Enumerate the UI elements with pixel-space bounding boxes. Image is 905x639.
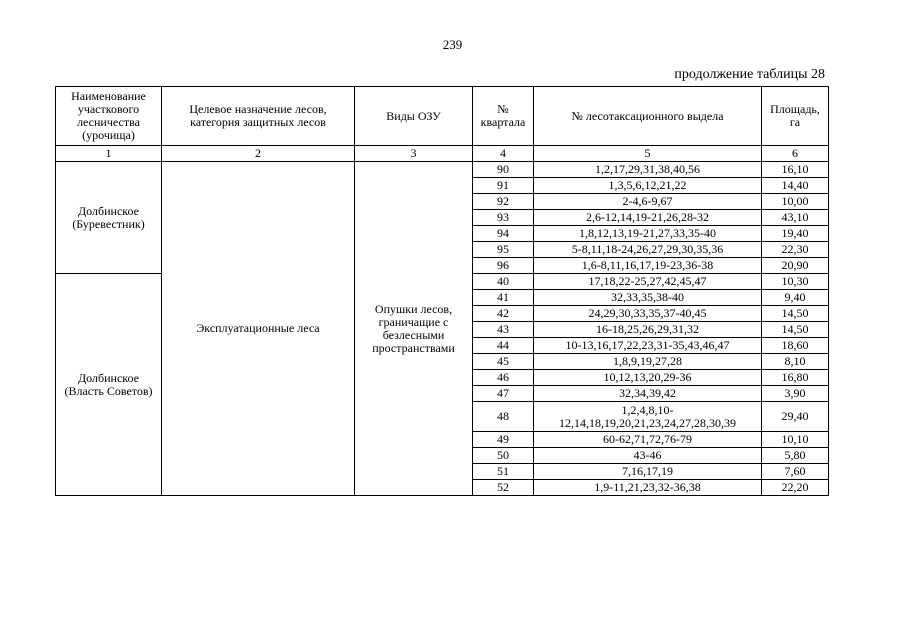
column-number: 5 [534,146,762,162]
quarter-cell: 45 [473,354,534,370]
quarter-cell: 93 [473,210,534,226]
area-cell: 10,10 [762,432,829,448]
plot-cell: 7,16,17,19 [534,464,762,480]
column-number-row [56,146,829,162]
header-area: Площадь, га [762,87,829,146]
page-number: 239 [442,37,463,52]
plot-cell: 43-46 [534,448,762,464]
plot-cell: 24,29,30,33,35,37-40,45 [534,306,762,322]
plot-cell: 1,2,17,29,31,38,40,56 [534,162,762,178]
quarter-cell: 94 [473,226,534,242]
plot-cell: 5-8,11,18-24,26,27,29,30,35,36 [534,242,762,258]
plot-cell: 32,34,39,42 [534,386,762,402]
column-number: 3 [355,146,473,162]
quarter-cell: 92 [473,194,534,210]
quarter-cell: 51 [473,464,534,480]
area-cell: 19,40 [762,226,829,242]
area-cell: 16,10 [762,162,829,178]
plot-cell: 1,6-8,11,16,17,19-23,36-38 [534,258,762,274]
purpose-cell: Эксплуатационные леса [162,162,355,496]
quarter-cell: 49 [473,432,534,448]
plot-cell: 10-13,16,17,22,23,31-35,43,46,47 [534,338,762,354]
area-cell: 14,40 [762,178,829,194]
forest-table [55,86,829,496]
table-continuation-label: продолжение таблицы 28 [674,67,825,82]
plot-cell: 16-18,25,26,29,31,32 [534,322,762,338]
area-cell: 43,10 [762,210,829,226]
area-cell: 8,10 [762,354,829,370]
header-purpose: Целевое назначение лесов, категория защитных лесов [162,87,355,146]
quarter-cell: 96 [473,258,534,274]
area-cell: 14,50 [762,306,829,322]
column-number: 4 [473,146,534,162]
area-cell: 16,80 [762,370,829,386]
plot-cell: 2-4,6-9,67 [534,194,762,210]
plot-cell: 1,3,5,6,12,21,22 [534,178,762,194]
plot-cell: 17,18,22-25,27,42,45,47 [534,274,762,290]
quarter-cell: 41 [473,290,534,306]
plot-cell: 1,2,4,8,10-12,14,18,19,20,21,23,24,27,28,30,39 [534,402,762,432]
area-cell: 20,90 [762,258,829,274]
plot-cell: 60-62,71,72,76-79 [534,432,762,448]
column-number: 1 [56,146,162,162]
plot-cell: 1,8,9,19,27,28 [534,354,762,370]
quarter-cell: 90 [473,162,534,178]
area-cell: 18,60 [762,338,829,354]
plot-cell: 1,8,12,13,19-21,27,33,35-40 [534,226,762,242]
forestry-name-cell: Долбинское (Власть Советов) [56,274,162,496]
quarter-cell: 52 [473,480,534,496]
forestry-name-cell: Долбинское (Буревестник) [56,162,162,274]
area-cell: 3,90 [762,386,829,402]
ozu-type-cell: Опушки лесов, граничащие с безлесными пространствами [355,162,473,496]
area-cell: 14,50 [762,322,829,338]
quarter-cell: 47 [473,386,534,402]
area-cell: 10,30 [762,274,829,290]
area-cell: 10,00 [762,194,829,210]
quarter-cell: 48 [473,402,534,432]
plot-cell: 10,12,13,20,29-36 [534,370,762,386]
area-cell: 9,40 [762,290,829,306]
plot-cell: 2,6-12,14,19-21,26,28-32 [534,210,762,226]
quarter-cell: 43 [473,322,534,338]
column-number: 2 [162,146,355,162]
header-quarter: № квартала [473,87,534,146]
header-row [56,87,829,146]
quarter-cell: 46 [473,370,534,386]
quarter-cell: 91 [473,178,534,194]
header-forestry: Наименование участкового лесничества (урочища) [56,87,162,146]
header-ozu-type: Виды ОЗУ [355,87,473,146]
area-cell: 7,60 [762,464,829,480]
plot-cell: 32,33,35,38-40 [534,290,762,306]
quarter-cell: 40 [473,274,534,290]
header-plot: № лесотаксационного выдела [534,87,762,146]
quarter-cell: 50 [473,448,534,464]
quarter-cell: 44 [473,338,534,354]
quarter-cell: 95 [473,242,534,258]
area-cell: 22,20 [762,480,829,496]
column-number: 6 [762,146,829,162]
quarter-cell: 42 [473,306,534,322]
area-cell: 5,80 [762,448,829,464]
area-cell: 22,30 [762,242,829,258]
table-row [56,162,829,178]
plot-cell: 1,9-11,21,23,32-36,38 [534,480,762,496]
area-cell: 29,40 [762,402,829,432]
